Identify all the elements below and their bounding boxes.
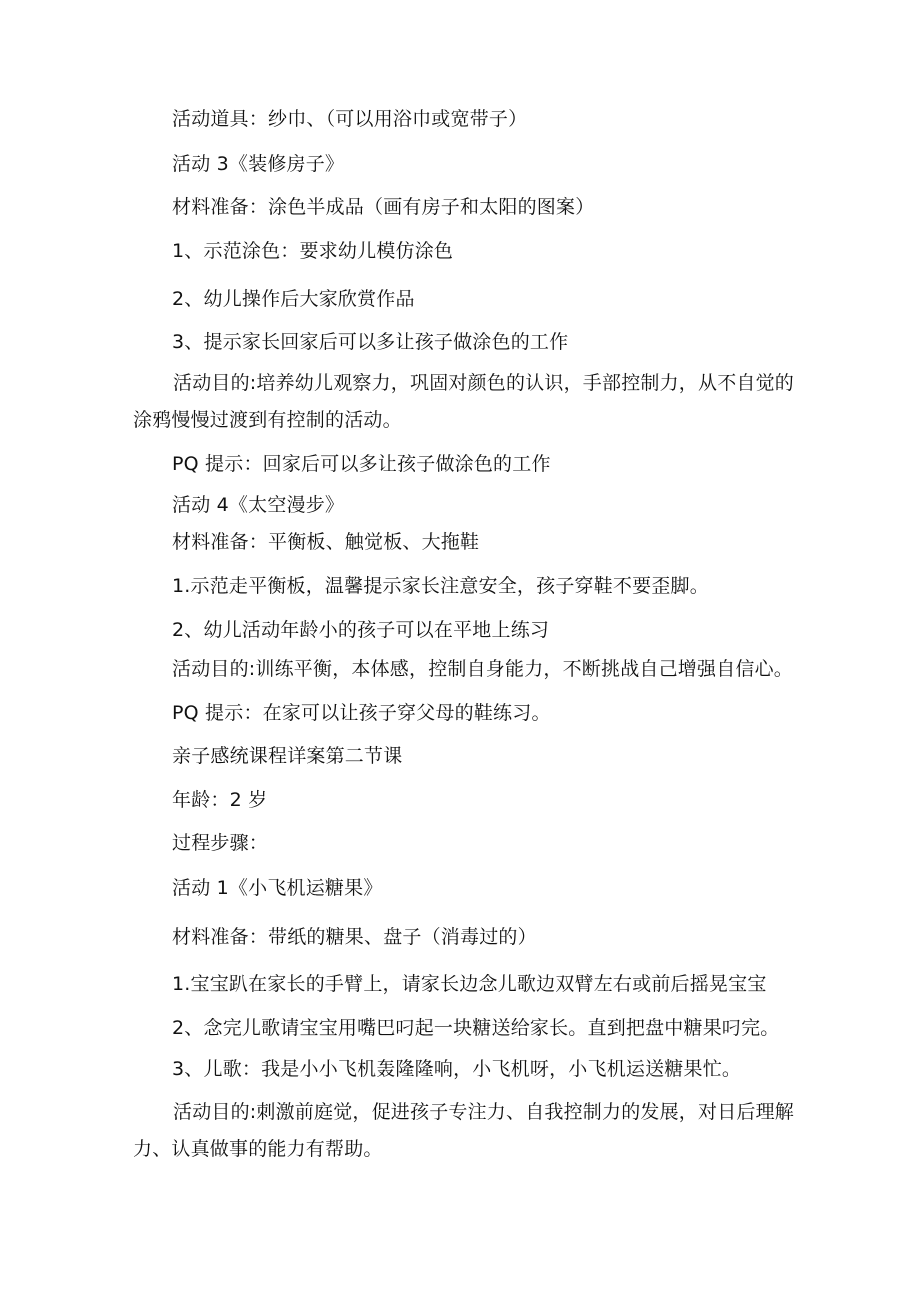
activity-3-step-2: 2、幼儿操作后大家欣赏作品 (172, 288, 415, 310)
activity-3-purpose: 活动目的:培养幼儿观察力，巩固对颜色的认识，手部控制力，从不自觉的涂鸦慢慢过渡到有控制的活动。 (133, 372, 795, 431)
activity-1-step-1: 1.宝宝趴在家长的手臂上，请家长边念儿歌边双臂左右或前后摇晃宝宝 (172, 973, 767, 995)
activity-4-step-2: 2、幼儿活动年龄小的孩子可以在平地上练习 (172, 619, 550, 641)
process-steps-label: 过程步骤： (172, 832, 269, 854)
activity-4-heading: 活动 4《太空漫步》 (172, 494, 345, 516)
activity-3-pq-tip: PQ 提示：回家后可以多让孩子做涂色的工作 (172, 453, 551, 475)
activity-4-purpose: 活动目的:训练平衡，本体感，控制自身能力，不断挑战自己增强自信心。 (172, 658, 794, 680)
activity-3-materials: 材料准备：涂色半成品（画有房子和太阳的图案） (172, 196, 595, 218)
activity-1-purpose: 活动目的:刺激前庭觉，促进孩子专注力、自我控制力的发展，对日后理解力、认真做事的能力有帮助。 (133, 1101, 795, 1160)
activity-4-step-1: 1.示范走平衡板，温馨提示家长注意安全，孩子穿鞋不要歪脚。 (172, 575, 709, 597)
activity-3-step-3: 3、提示家长回家后可以多让孩子做涂色的工作 (172, 331, 569, 353)
activity-1-heading: 活动 1《小飞机运糖果》 (172, 877, 383, 899)
activity-1-materials: 材料准备：带纸的糖果、盘子（消毒过的） (172, 926, 537, 948)
props-line: 活动道具：纱巾、（可以用浴巾或宽带子） (172, 108, 528, 130)
activity-1-step-2: 2、念完儿歌请宝宝用嘴巴叼起一块糖送给家长。直到把盘中糖果叼完。 (172, 1017, 780, 1039)
activity-3-step-1: 1、示范涂色：要求幼儿模仿涂色 (172, 240, 454, 262)
activity-3-heading: 活动 3《装修房子》 (172, 153, 345, 175)
age-line: 年龄：2 岁 (172, 789, 268, 811)
activity-4-pq-tip: PQ 提示：在家可以让孩子穿父母的鞋练习。 (172, 702, 551, 724)
lesson-2-title: 亲子感统课程详案第二节课 (172, 745, 403, 767)
activity-1-step-3: 3、儿歌：我是小小飞机轰隆隆响，小飞机呀，小飞机运送糖果忙。 (172, 1058, 742, 1080)
activity-4-materials: 材料准备：平衡板、触觉板、大拖鞋 (172, 531, 480, 553)
